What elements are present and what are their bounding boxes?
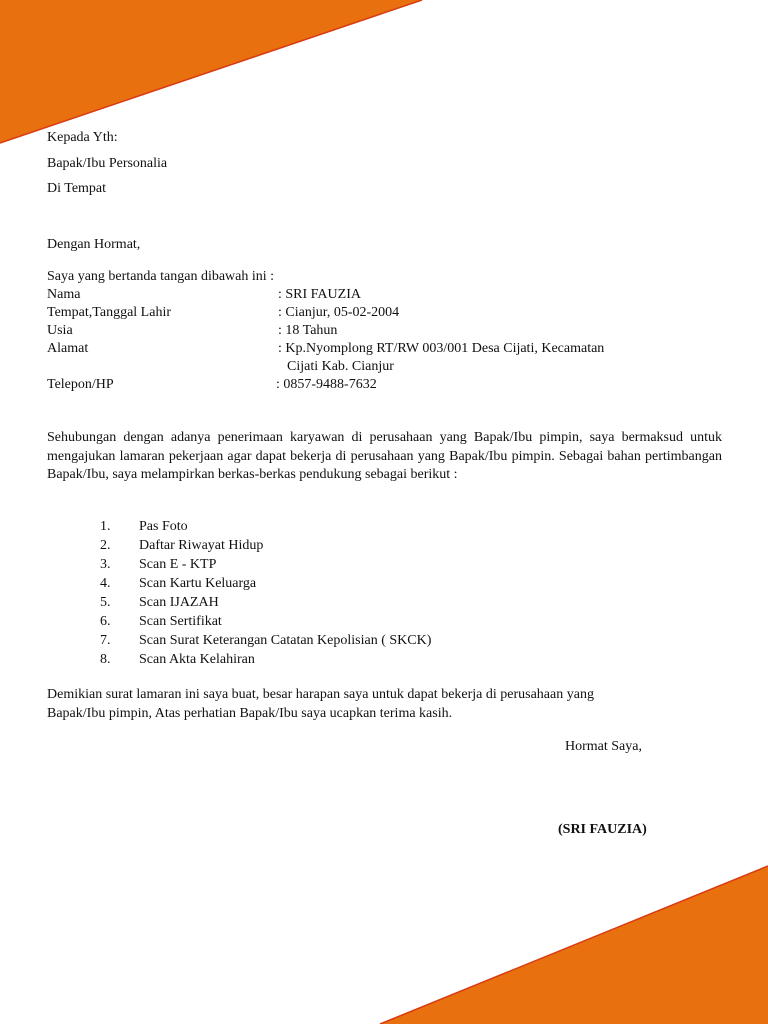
signature-name: (SRI FAUZIA) [558, 822, 647, 837]
identity-label-age: Usia [47, 323, 73, 338]
list-item-number: 1. [100, 519, 111, 534]
identity-label-birth: Tempat,Tanggal Lahir [47, 305, 171, 320]
recipient-line-2: Bapak/Ibu Personalia [47, 156, 168, 171]
recipient-line-1: Kepada Yth: [47, 130, 118, 145]
list-item: Scan Sertifikat [139, 614, 222, 629]
identity-value-birth: : Cianjur, 05-02-2004 [278, 305, 400, 320]
list-item: Pas Foto [139, 519, 188, 534]
identity-label-name: Nama [47, 287, 81, 302]
closing-line-2: Bapak/Ibu pimpin, Atas perhatian Bapak/Ibu saya ucapkan terima kasih. [47, 706, 453, 721]
list-item-number: 4. [100, 576, 111, 591]
list-item-number: 8. [100, 652, 111, 667]
list-item-number: 7. [100, 633, 111, 648]
identity-value-phone: : 0857-9488-7632 [276, 377, 377, 392]
identity-label-phone: Telepon/HP [47, 377, 114, 392]
signature-salutation: Hormat Saya, [565, 739, 642, 754]
list-item: Scan Kartu Keluarga [139, 576, 257, 591]
list-item: Scan Surat Keterangan Catatan Kepolisian ( SKCK) [139, 633, 432, 648]
list-item-number: 2. [100, 538, 111, 553]
recipient-line-3: Di Tempat [47, 181, 107, 196]
body-paragraph: Sehubungan dengan adanya penerimaan karyawan di perusahaan yang Bapak/Ibu pimpin, saya bermaksud untuk mengajukan lamaran pekerjaan agar dapat bekerja di perusahaan yang Bapak/Ibu pimpin. Sebagai bahan pertimbangan Bapak/Ibu, saya melampirkan berkas-berkas pendukung sebagai berikut : [47, 430, 722, 482]
list-item-number: 3. [100, 557, 111, 572]
list-item: Daftar Riwayat Hidup [139, 538, 264, 553]
identity-value-address-cont: Cijati Kab. Cianjur [287, 359, 394, 374]
identity-label-address: Alamat [47, 341, 89, 356]
closing-line-1: Demikian surat lamaran ini saya buat, besar harapan saya untuk dapat bekerja di perusahaan yang [47, 687, 594, 702]
identity-value-name: : SRI FAUZIA [278, 287, 361, 302]
intro-line: Saya yang bertanda tangan dibawah ini : [47, 269, 275, 284]
identity-value-address: : Kp.Nyomplong RT/RW 003/001 Desa Cijati, Kecamatan [278, 341, 605, 356]
list-item: Scan E - KTP [139, 557, 217, 572]
list-item-number: 6. [100, 614, 111, 629]
identity-value-age: : 18 Tahun [278, 323, 338, 338]
list-item: Scan IJAZAH [139, 595, 219, 610]
greeting: Dengan Hormat, [47, 237, 141, 252]
list-item: Scan Akta Kelahiran [139, 652, 255, 667]
list-item-number: 5. [100, 595, 111, 610]
